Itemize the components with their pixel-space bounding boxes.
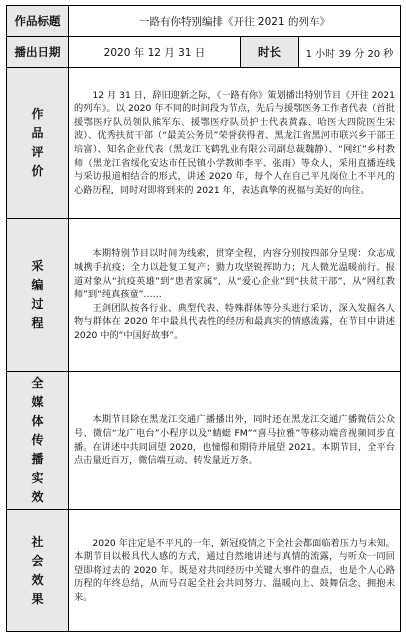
duration-value: 1 小时 39 分 20 秒 [299, 37, 401, 68]
section-label-process: 采 编 过 程 [7, 219, 69, 372]
section-label-media: 全 媒 体 传 播 实 效 [7, 372, 69, 510]
title-row [7, 6, 401, 37]
section-row-media [7, 372, 401, 510]
duration-label: 时长 [241, 37, 299, 68]
section-text-evaluation: 12 月 31 日，辞旧迎新之际，《一路有你》策划播出特别节目《开往 2021 的列车》。以 2020 年不同的时间段为节点，先后与援鄂医务工作者代表（首批援鄂医疗队员领队熊军东、援鄂医疗队员护士代表黄淼、哈医大四院医生宋波）、优秀扶贫干部（“最美公务员”荣誉获得者、黑龙江省黑河市联兴乡干部王培富）、知名企业代表（黑龙江飞鹤乳业有限公司副总裁魏静）、“网红”乡村教师（黑龙江省绥化安达市任民镇小学教师李平、张雨）等众人，采用直播连线与采访报道相结合的形式，讲述 2020 年，每个人在自己平凡岗位上不平凡的心路历程，同时对即将到来的 2021 年，表达真挚的祝福与美好的向往。 [69, 68, 401, 219]
program-info-table [6, 5, 401, 632]
date-row [7, 37, 401, 68]
section-text-process: 本期特别节目以时间为线索，贯穿全程，内容分别按四部分呈现：众志成城携手抗疫；全力以赴复工复产；勠力攻坚锐挥助力；凡人微光温暖前行。报道对象从“抗疫英雄”到“患者家属”，从“爱心企业”到“扶贫干部”，从“网红教师”到“纯真孩童”…… 王剑团队按各行业、典型代表、特殊群体等分头进行采访，深入发掘各人物与群体在 2020 年中最具代表性的经历和最真实的情感流露，在节目中讲述 2020 中的“中国好故事”。 [69, 219, 401, 372]
section-row-impact [7, 510, 401, 632]
date-label: 播出日期 [7, 37, 69, 68]
title-label: 作品标题 [7, 6, 69, 37]
section-text-media: 本期节目除在黑龙江交通广播播出外，同时还在黑龙江交通广播微信公众号、微信“龙广电台”小程序以及“蜻蜓 FM”“喜马拉雅”等移动端音视频同步直播。在讲述中共同回望 2020，也憧憬和期待并展望 2021。本期节目，全平台点击量近百万，微信端互动、转发量近万条。 [69, 372, 401, 510]
section-label-impact: 社 会 效 果 [7, 510, 69, 632]
title-value: 一路有你特别编排《开往 2021 的列车》 [69, 6, 401, 37]
section-row-process [7, 219, 401, 372]
date-value: 2020 年 12 月 31 日 [69, 37, 241, 68]
section-text-impact: 2020 年注定是不平凡的一年，新冠疫情之下全社会都面临着压力与未知。本期节目以极具代人感的方式，通过自然地讲述与真情的流露，与听众一同回望即将过去的 2020 年。既是对共同经历中关键大事件的盘点，也是个人心路历程的年终总结，从而号召起全社会共同努力、温暖向上、鼓舞信念、拥抱未来。 [69, 510, 401, 632]
section-row-evaluation [7, 68, 401, 219]
section-label-evaluation: 作 品 评 价 [7, 68, 69, 219]
